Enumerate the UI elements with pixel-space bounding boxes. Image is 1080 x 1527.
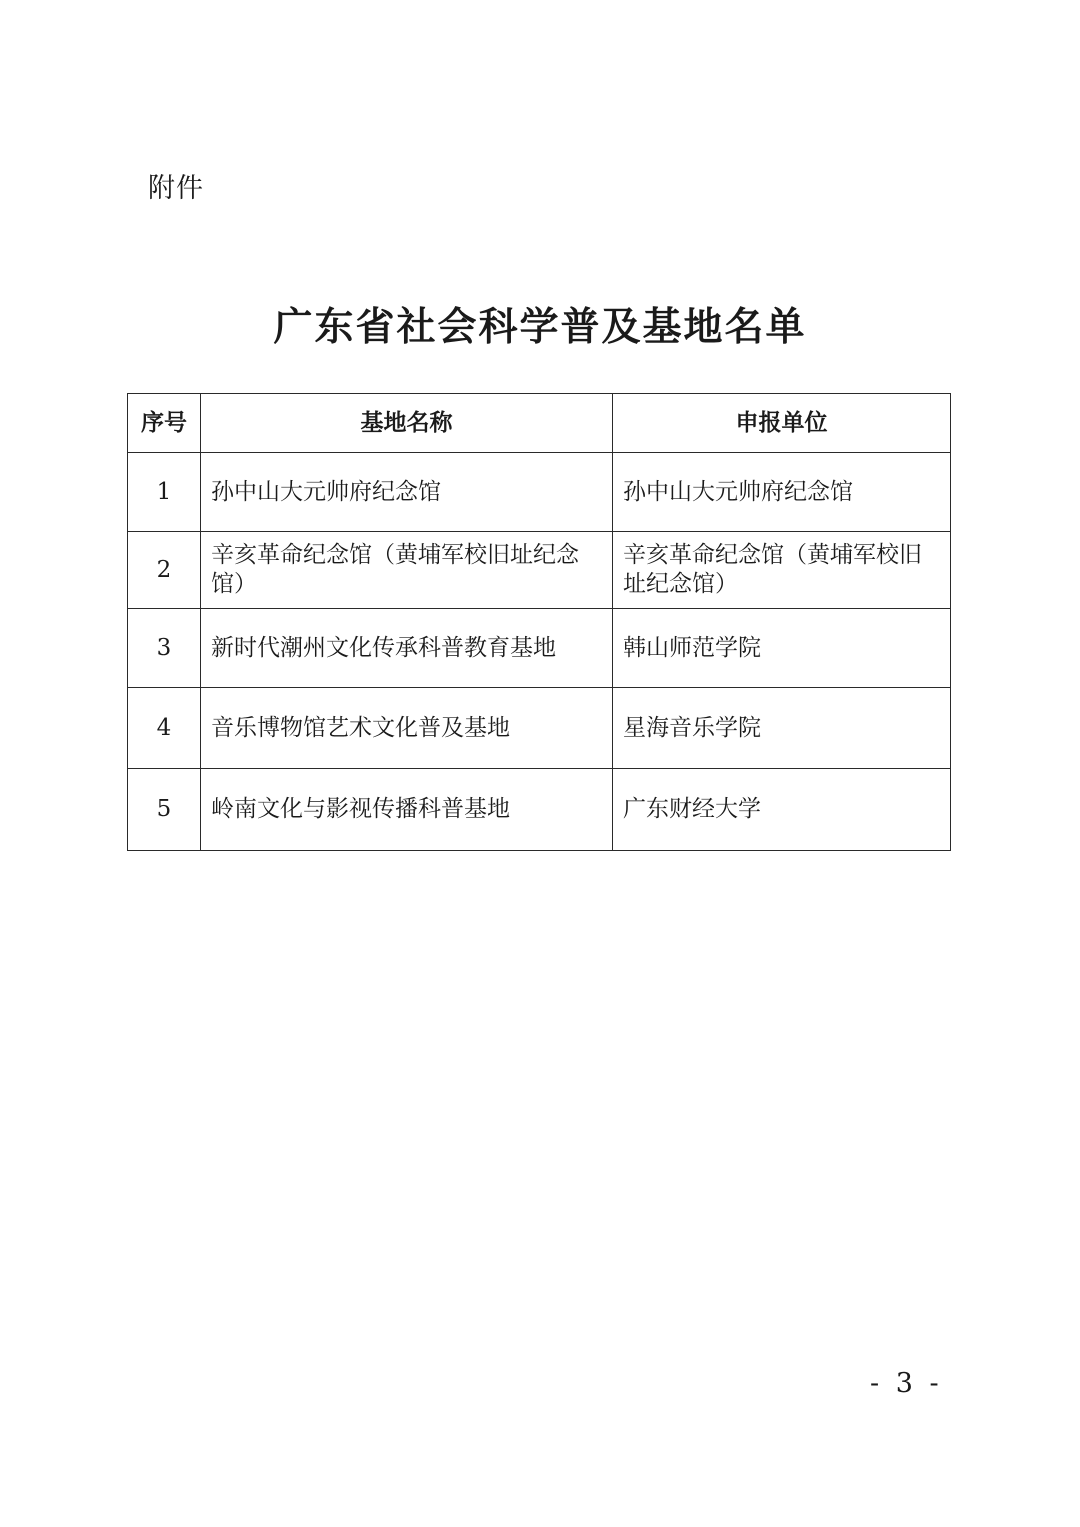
row-number: 4: [128, 688, 201, 769]
table-row: [128, 453, 951, 532]
base-name-cell: 岭南文化与影视传播科普基地: [201, 769, 613, 851]
table-row: [128, 532, 951, 609]
document-title: 广东省社会科学普及基地名单: [273, 304, 807, 350]
base-list-table: [127, 393, 951, 851]
base-name-cell: 辛亥革命纪念馆（黄埔军校旧址纪念馆）: [201, 532, 613, 609]
row-number: 3: [128, 609, 201, 688]
row-number: 1: [128, 453, 201, 532]
applicant-unit-cell: 韩山师范学院: [613, 609, 951, 688]
attachment-label: 附件: [148, 173, 204, 204]
row-number: 2: [128, 532, 201, 609]
applicant-unit-cell: 星海音乐学院: [613, 688, 951, 769]
column-header-base-name: 基地名称: [201, 394, 613, 453]
column-header-applicant-unit: 申报单位: [613, 394, 951, 453]
row-number: 5: [128, 769, 201, 851]
page-number: - 3 -: [870, 1368, 943, 1399]
base-name-cell: 音乐博物馆艺术文化普及基地: [201, 688, 613, 769]
applicant-unit-cell: 广东财经大学: [613, 769, 951, 851]
table-row: [128, 609, 951, 688]
column-header-number: 序号: [128, 394, 201, 453]
table-header-row: [128, 394, 951, 453]
table-row: [128, 769, 951, 851]
base-name-cell: 孙中山大元帅府纪念馆: [201, 453, 613, 532]
applicant-unit-cell: 孙中山大元帅府纪念馆: [613, 453, 951, 532]
applicant-unit-cell: 辛亥革命纪念馆（黄埔军校旧址纪念馆）: [613, 532, 951, 609]
table-row: [128, 688, 951, 769]
base-name-cell: 新时代潮州文化传承科普教育基地: [201, 609, 613, 688]
